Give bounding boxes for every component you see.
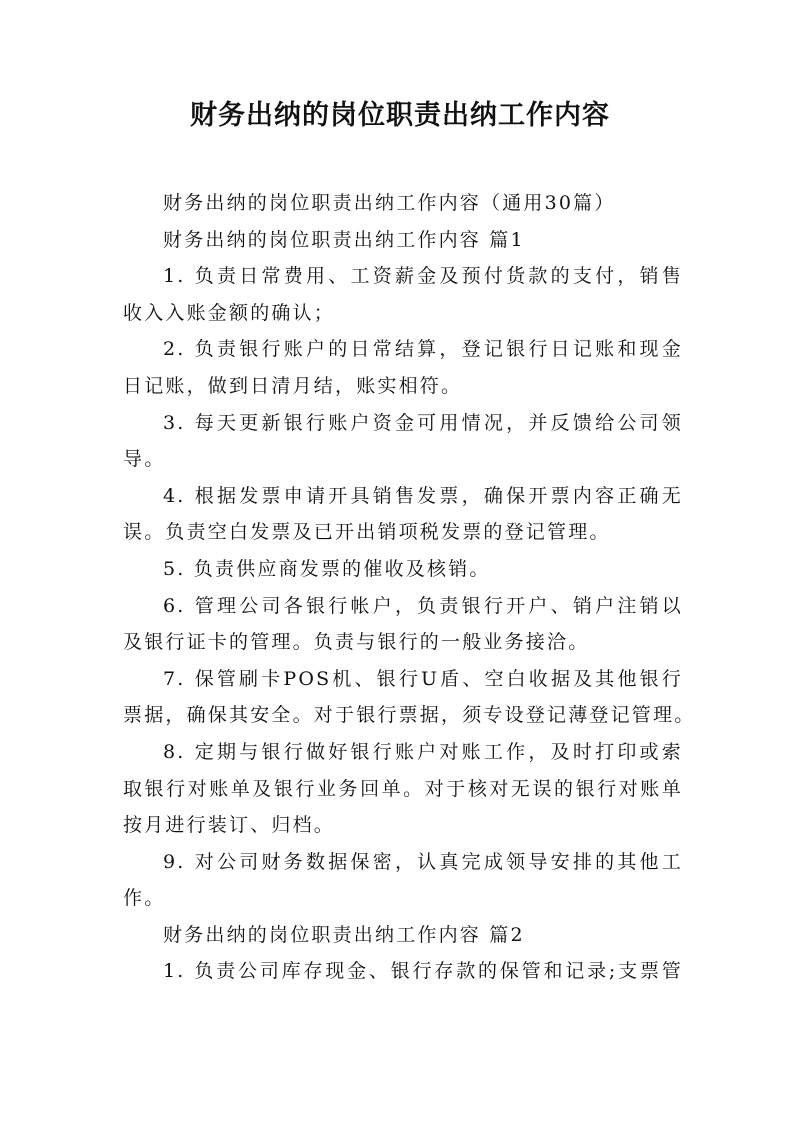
paragraph-line: 作。 (123, 887, 166, 910)
paragraph-line: 导。 (123, 448, 166, 471)
paragraph-line: 2. 负责银行账户的日常结算，登记银行日记账和现金 (163, 338, 683, 361)
paragraph-line: 按月进行装订、归档。 (123, 814, 336, 837)
paragraph-line: 票据，确保其安全。对于银行票据，须专设登记薄登记管理。 (123, 704, 696, 727)
paragraph-line: 及银行证卡的管理。负责与银行的一般业务接洽。 (123, 631, 590, 654)
paragraph-line: 取银行对账单及银行业务回单。对于核对无误的银行对账单 (123, 777, 683, 800)
section-heading-1: 财务出纳的岗位职责出纳工作内容 篇1 (163, 228, 525, 251)
subtitle-line: 财务出纳的岗位职责出纳工作内容（通用30篇） (163, 192, 616, 214)
paragraph-line: 5. 负责供应商发票的催收及核销。 (163, 557, 491, 580)
paragraph-line: 收入入账金额的确认； (123, 301, 336, 324)
paragraph-line: 日记账，做到日清月结，账实相符。 (123, 374, 463, 397)
paragraph-line: 1. 负责公司库存现金、银行存款的保管和记录;支票管 (163, 960, 683, 983)
paragraph-line: 3. 每天更新银行账户资金可用情况，并反馈给公司领 (163, 411, 683, 434)
paragraph-line: 8. 定期与银行做好银行账户对账工作，及时打印或索 (163, 740, 683, 763)
document-body (123, 185, 696, 990)
paragraph-line: 9. 对公司财务数据保密，认真完成领导安排的其他工 (163, 850, 683, 873)
paragraph-line: 7. 保管刷卡POS机、银行U盾、空白收据及其他银行 (163, 667, 683, 690)
paragraph-line: 1. 负责日常费用、工资薪金及预付货款的支付，销售 (163, 265, 683, 288)
document-title: 财务出纳的岗位职责出纳工作内容 (190, 100, 610, 131)
paragraph-line: 6. 管理公司各银行帐户，负责银行开户、销户注销以 (163, 594, 683, 617)
paragraph-line: 误。负责空白发票及已开出销项税发票的登记管理。 (123, 521, 611, 544)
paragraph-line: 4. 根据发票申请开具销售发票，确保开票内容正确无 (163, 484, 683, 507)
section-heading-2: 财务出纳的岗位职责出纳工作内容 篇2 (163, 923, 525, 946)
